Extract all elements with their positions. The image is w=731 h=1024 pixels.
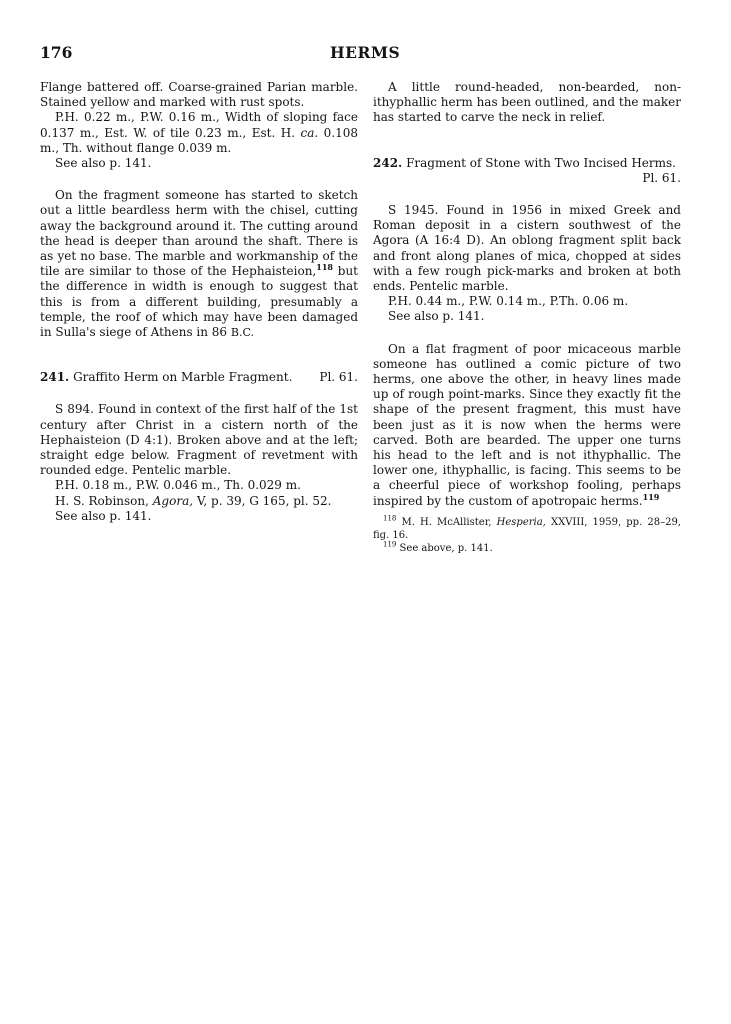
entry-242-see-also: See also p. 141.: [388, 309, 485, 324]
entry-241-bibliography: H. S. Robinson, Agora, V, p. 39, G 165, pl. 52.: [55, 493, 332, 508]
discussion-paragraph: On the fragment someone has started to sketch out a little beardless herm with the chisel, cutting away the background around it. The cutting around the head is deeper than around the shaft. There is as yet no base. The marble and workmanship of the tile are similar to those of the Hephaisteion,$^{118}$ but the difference in width is enough to suggest that this is from a different building, presumably a temple, the roof of which may have been damaged in Sulla's siege of Athens in 86 B.C.: [40, 188, 358, 340]
continued-discussion: A little round-headed, non-bearded, non-ithyphallic herm has been outlined, and the maker has started to carve the neck in relief.: [373, 80, 681, 125]
entry-242-heading: [373, 156, 681, 186]
entry-number: 242.: [373, 155, 403, 170]
plate-reference: Pl. 61.: [319, 370, 358, 385]
entry-title: Graffito Herm on Marble Fragment.: [73, 370, 293, 385]
footnote-ref-119: 119: [642, 491, 660, 502]
continued-description: Flange battered off. Coarse-grained Parian marble. Stained yellow and marked with rust spots.: [40, 80, 358, 110]
running-title: HERMS: [330, 43, 401, 62]
entry-242-discussion: On a flat fragment of poor micaceous marble someone has outlined a comic picture of two herms, one above the other, in heavy lines made up of rough point-marks. Since they exactly fit the shape of the present fragment, this must have been just as it is now when the herms were carved. Both are bearded. The upper one turns his head to the left and is not ithyphallic. The lower one, ithyphallic, is facing. This seems to be a cheerful piece of workshop fooling, perhaps inspired by the custom of apotropaic herms.$^{119}$: [373, 341, 681, 508]
continued-dimensions: P.H. 0.22 m., P.W. 0.16 m., Width of sloping face 0.137 m., Est. W. of tile 0.23 m., Est. H. ca. 0.108 m., Th. without flange 0.039 m.: [40, 110, 359, 155]
entry-241-heading: [40, 370, 358, 385]
entry-241-see-also: See also p. 141.: [55, 508, 152, 523]
entry-title: Fragment of Stone with Two Incised Herms.: [406, 155, 676, 170]
page-number: 176: [40, 43, 73, 62]
bc-abbrev: B.C.: [230, 326, 254, 340]
footnote-ref-118: 118: [316, 262, 333, 273]
entry-number: 241.: [40, 370, 70, 385]
entry-241-dimensions: P.H. 0.18 m., P.W. 0.046 m., Th. 0.029 m.: [55, 478, 301, 493]
footnotes: [373, 516, 681, 555]
right-column: [373, 80, 681, 555]
entry-242-description: S 1945. Found in 1956 in mixed Greek and Roman deposit in a cistern southwest of the Agora (A 16:4 D). An oblong fragment split back and front along planes of mica, chopped at sides with a few rough pick-marks and broken at both ends. Pentelic marble.: [373, 203, 681, 294]
left-column: [40, 80, 358, 524]
circa-abbrev: ca.: [300, 125, 319, 140]
footnote-119: $^{119}$ See above, p. 141.: [383, 540, 493, 554]
continued-see-also: See also p. 141.: [55, 156, 152, 171]
plate-reference: Pl. 61.: [642, 170, 681, 185]
entry-242-dimensions: P.H. 0.44 m., P.W. 0.14 m., P.Th. 0.06 m.: [388, 294, 629, 309]
footnote-118: $^{118}$ M. H. McAllister, Hesperia, XXVIII, 1959, pp. 28–29, fig. 16.: [373, 514, 681, 541]
entry-241-description: S 894. Found in context of the first half of the 1st century after Christ in a cistern north of the Hephaisteion (D 4:1). Broken above and at the left; straight edge below. Fragment of revetment with rounded edge. Pentelic marble.: [40, 402, 358, 478]
